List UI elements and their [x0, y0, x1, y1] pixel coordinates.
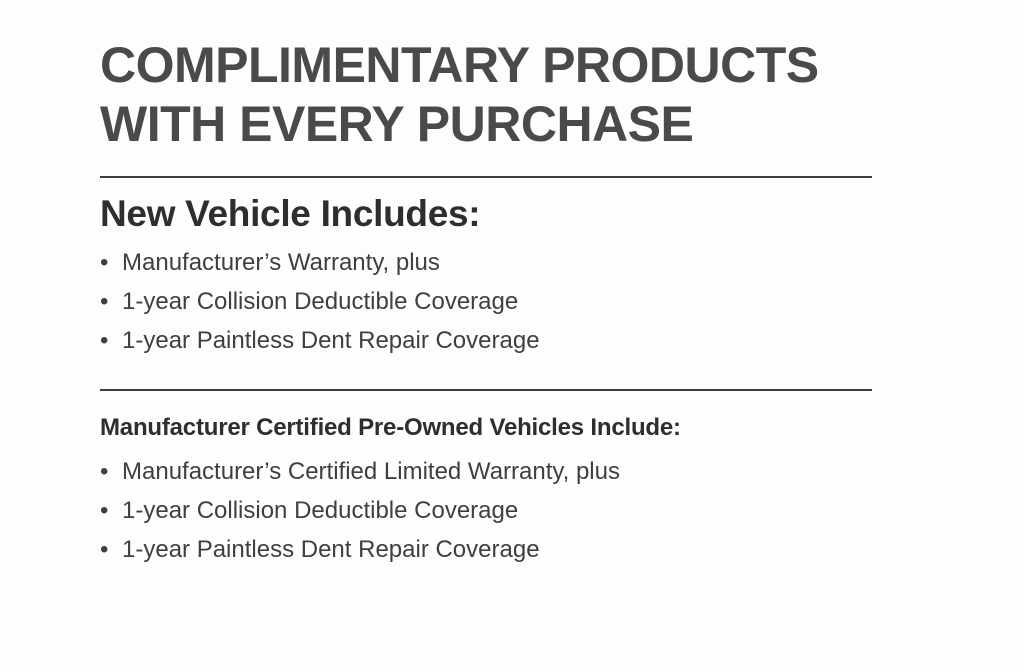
list-item [100, 492, 924, 531]
list-item [100, 531, 924, 570]
bullet-icon: • [100, 535, 109, 563]
certified-preowned-heading: Manufacturer Certified Pre-Owned Vehicles Include: [100, 414, 681, 442]
list-item-label: 1-year Collision Deductible Coverage [122, 496, 519, 524]
list-item [100, 283, 924, 322]
list-item [100, 322, 924, 361]
bullet-icon: • [100, 458, 109, 486]
divider-middle [100, 389, 872, 391]
list-item [100, 453, 924, 492]
certified-preowned-list [100, 453, 924, 570]
list-item [100, 244, 924, 283]
page-title-line-1: COMPLIMENTARY PRODUCTS [100, 37, 819, 93]
list-item-label: 1-year Paintless Dent Repair Coverage [122, 327, 540, 355]
page-title [100, 36, 924, 154]
divider-top [100, 176, 872, 178]
new-vehicle-list [100, 244, 924, 361]
bullet-icon: • [100, 327, 109, 355]
bullet-icon: • [100, 249, 109, 277]
new-vehicle-heading: New Vehicle Includes: [100, 193, 481, 234]
new-vehicle-section [100, 192, 924, 361]
certified-preowned-section [100, 413, 924, 570]
list-item-label: 1-year Paintless Dent Repair Coverage [122, 535, 540, 563]
bullet-icon: • [100, 496, 109, 524]
bullet-icon: • [100, 288, 109, 316]
list-item-label: Manufacturer’s Warranty, plus [122, 249, 440, 277]
list-item-label: 1-year Collision Deductible Coverage [122, 288, 519, 316]
page-title-line-2: WITH EVERY PURCHASE [100, 96, 694, 152]
list-item-label: Manufacturer’s Certified Limited Warranty, plus [122, 458, 620, 486]
